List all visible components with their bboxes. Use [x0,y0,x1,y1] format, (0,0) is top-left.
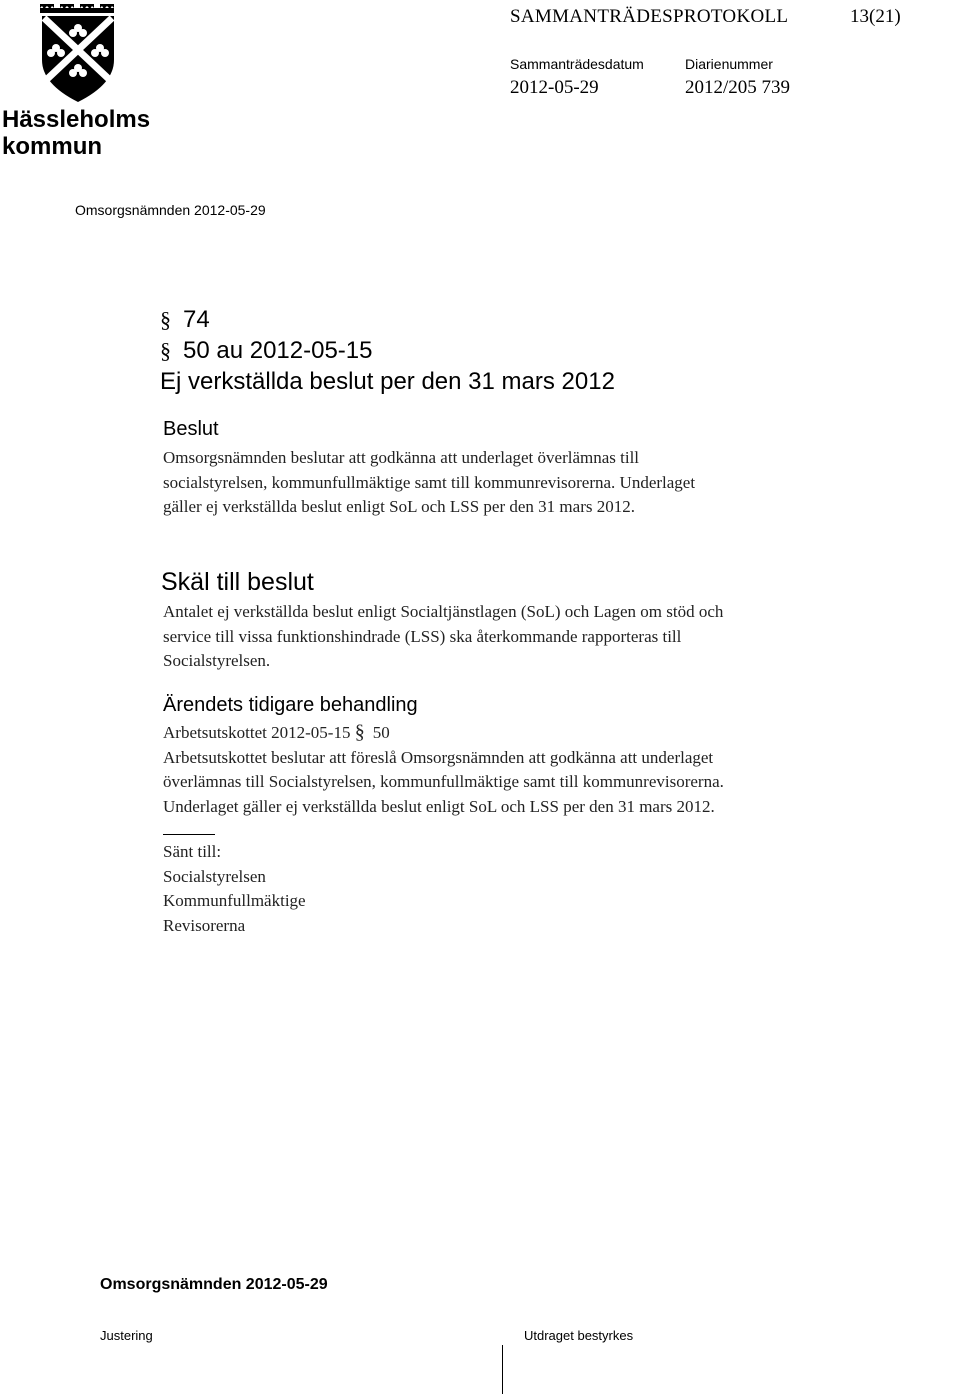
section-title-block [160,304,615,397]
previous-handling-ref [163,720,724,746]
document-type: SAMMANTRÄDESPROTOKOLL [510,6,789,27]
org-name-line2: kommun [2,133,103,160]
footer-committee: Omsorgsnämnden 2012-05-29 [100,1276,328,1293]
footer-justering-label: Justering [100,1328,153,1343]
previous-handling-heading: Ärendets tidigare behandling [163,694,418,716]
distribution-recipient: Kommunfullmäktige [163,891,306,910]
reasons-heading: Skäl till beslut [161,568,314,596]
divider-line [163,834,215,835]
distribution-recipient: Socialstyrelsen [163,866,266,886]
paragraph-sign: § [354,721,365,743]
section-number-line [160,304,615,335]
footer-divider [502,1345,503,1394]
decision-line: Omsorgsnämnden beslutar att godkänna att underlaget överlämnas till [163,448,640,467]
reasons-line: Socialstyrelsen. [163,651,271,670]
previous-handling-line: överlämnas till Socialstyrelsen, kommunfullmäktige samt till kommunrevisorerna. [163,772,724,791]
section-ref: 50 au 2012-05-15 [183,337,373,364]
meeting-date-value: 2012-05-29 [510,77,599,98]
section-title: Ej verkställda beslut per den 31 mars 2012 [160,368,615,395]
decision-line: socialstyrelsen, kommunfullmäktige samt till kommunrevisorerna. Underlaget [163,472,696,492]
distribution-recipient: Revisorerna [163,915,246,935]
previous-handling-ref-prefix: Arbetsutskottet 2012-05-15 [163,723,351,742]
decision-text [163,446,863,520]
decision-heading: Beslut [163,418,219,440]
org-name-line1: Hässleholms [2,106,151,133]
org-name [2,106,150,160]
paragraph-sign: § [160,307,171,332]
reasons-line: service till vissa funktionshindrade (LSS) ska återkommande rapporteras till [163,626,682,646]
previous-handling-line: Arbetsutskottet beslutar att föreslå Omsorgsnämnden att godkänna att underlaget [163,747,714,767]
decision-line: gäller ej verkställda beslut enligt SoL och LSS per den 31 mars 2012. [163,497,635,516]
page-number: 13(21) [850,6,901,27]
registration-number-label: Diarienummer [685,56,773,72]
reasons-line: Antalet ej verkställda beslut enligt Socialtjänstlagen (SoL) och Lagen om stöd och [163,602,724,621]
previous-handling-ref-num: 50 [372,723,390,742]
reasons-text [163,600,723,674]
distribution-label: Sänt till: [163,842,222,861]
previous-handling-line: Underlaget gäller ej verkställda beslut enligt SoL och LSS per den 31 mars 2012. [163,796,715,816]
previous-handling-text [163,720,724,819]
section-number: 74 [183,306,210,333]
paragraph-sign: § [160,338,171,363]
committee-header: Omsorgsnämnden 2012-05-29 [75,202,266,218]
footer-certified-label: Utdraget bestyrkes [524,1328,634,1343]
distribution-list [163,840,306,938]
registration-number-value: 2012/205 739 [685,77,791,98]
section-ref-line [160,335,615,366]
meeting-date-label: Sammanträdesdatum [510,56,644,72]
